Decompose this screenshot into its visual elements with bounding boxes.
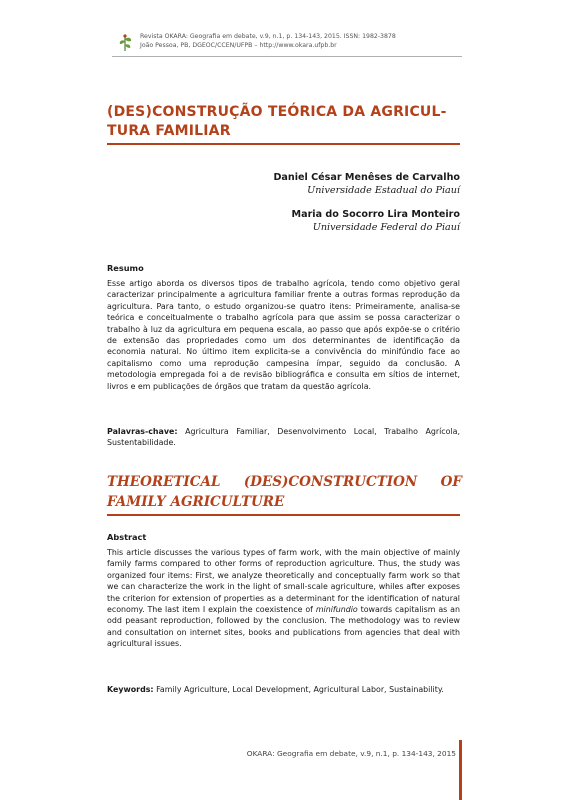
author-institution: Universidade Estadual do Piauí [307, 185, 460, 196]
header-divider [112, 56, 462, 57]
okara-logo-icon [117, 33, 133, 53]
keywords-text: Family Agriculture, Local Development, Agricultural Labor, Sustainability. [156, 685, 444, 694]
title-en-rule [107, 514, 460, 516]
resumo-keywords [107, 426, 460, 449]
author-name: Maria do Socorro Lira Monteiro [291, 209, 460, 220]
header-line-1: Revista OKARA: Geografia em debate, v.9, n.1, p. 134-143, 2015. ISSN: 1982-3878 [140, 33, 396, 40]
author-institution: Universidade Federal do Piauí [312, 222, 460, 233]
journal-header-text [140, 33, 396, 50]
author-1 [273, 171, 460, 197]
resumo-heading: Resumo [107, 263, 144, 273]
keywords-label: Keywords: [107, 685, 154, 694]
abstract-italic-term: minifundio [315, 605, 358, 615]
title-rule [107, 143, 460, 145]
article-title-pt-line-1: (DES)CONSTRUÇÃO TEÓRICA DA AGRICUL- [107, 104, 447, 120]
article-title-pt-line-2: TURA FAMILIAR [107, 123, 231, 139]
abstract-text [107, 547, 460, 650]
author-name: Daniel César Menêses de Carvalho [273, 172, 460, 183]
page-footer: OKARA: Geografia em debate, v.9, n.1, p. 134-143, 2015 [246, 749, 456, 758]
header-line-2: João Pessoa, PB, DGEOC/CCEN/UFPB – http://www.okara.ufpb.br [140, 41, 337, 49]
article-title-en: THEORETICAL (DES)CONSTRUCTION OF FAMILY AGRICULTURE [107, 474, 462, 510]
keywords-label: Palavras-chave: [107, 427, 178, 436]
abstract-keywords [107, 684, 460, 695]
abstract-heading: Abstract [107, 532, 147, 542]
footer-accent-bar [459, 740, 462, 800]
resumo-text: Esse artigo aborda os diversos tipos de trabalho agrícola, tendo como objetivo geral caracterizar principalmente a agricultura familiar frente a outras formas reprodução da agricultura. Para tanto, o estudo organizou-se quatro itens: Primeiramente, analisa-se teórica e conceitualmente o trabalho agrícola para que assim se possa caracterizar o trabalho à luz da agricultura em pequena escala, ao passo que após expõe-se o critério de extensão das propriedades como um dos determinantes de identificação da economia natural. No último item explicita-se a convivência do minifúndio face ao capitalismo como uma reprodução campesina ímpar, seguido da conclusão. A metodologia empregada foi a de revisão bibliográfica e consulta em sítios de internet, livros e em publicações de órgãos que tratam da questão agrícola. [107, 279, 460, 391]
keywords-text: Agricultura Familiar, Desenvolvimento Local, Trabalho Agrícola, Sustentabilidade. [107, 427, 461, 448]
abstract-text-part-2: towards capitalism as an odd peasant reproduction, followed by the conclusion. The methodology was to review and consultation on internet sites, books and publications from agencies that deal with agricultural issues. [107, 605, 460, 649]
abstract-text-part-1: This article discusses the various types of farm work, with the main objective of mainly family farms compared to other forms of reproduction agriculture. Thus, the study was organized four items: First, we analyze theoretically and conceptually farm work so that we can characterize the work in the light of small-scale agriculture, whiles after exposes the criterion for extension of properties as a determinant for the identification of natural economy. The last item I explain the coexistence of [107, 548, 460, 615]
author-2 [292, 208, 460, 234]
article-title-pt [107, 103, 467, 141]
